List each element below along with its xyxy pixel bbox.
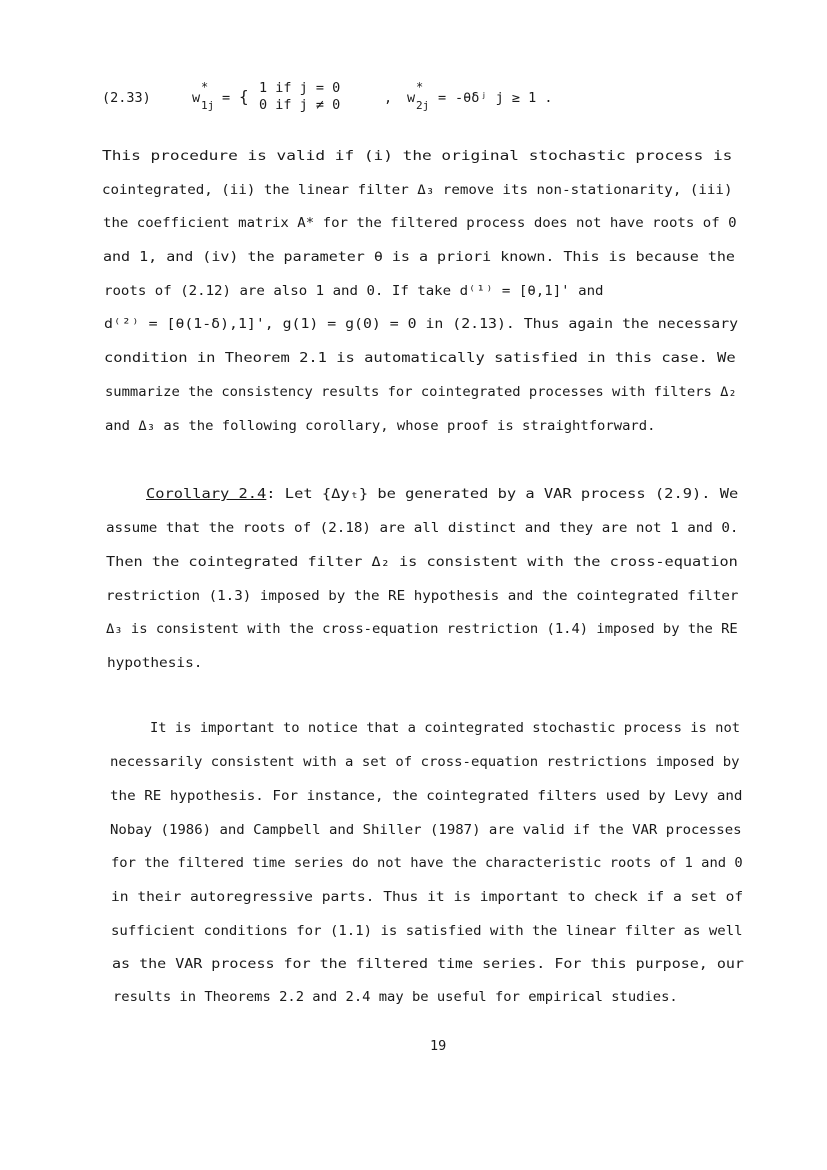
text-line: It is important to notice that a cointegrated stochastic process is not <box>150 720 741 736</box>
text-line: the coefficient matrix A* for the filtered process does not have roots of 0 <box>103 215 737 231</box>
w1-symbol: w <box>192 90 201 106</box>
text-line: roots of (2.12) are also 1 and 0. If take d⁽¹⁾ = [θ,1]' and <box>104 283 604 299</box>
text-line: Nobay (1986) and Campbell and Shiller (1987) are valid if the VAR processes <box>110 822 742 838</box>
case-1: 1 if j = 0 <box>259 80 341 96</box>
equation-comma: , <box>384 90 393 106</box>
w1-star: * <box>201 80 209 94</box>
corollary-heading: Corollary 2.4 <box>146 486 267 502</box>
case-2: 0 if j ≠ 0 <box>259 97 341 113</box>
w2-symbol: w <box>407 90 416 106</box>
text-line: This procedure is valid if (i) the original stochastic process is <box>102 148 733 164</box>
text-line: and 1, and (iv) the parameter θ is a priori known. This is because the <box>103 249 735 265</box>
text-line: Δ₃ is consistent with the cross-equation restriction (1.4) imposed by the RE <box>106 621 738 637</box>
text-line: Then the cointegrated filter Δ₂ is consistent with the cross-equation <box>106 554 738 570</box>
text-line: condition in Theorem 2.1 is automatically satisfied in this case. We <box>104 350 736 366</box>
text-line: cointegrated, (ii) the linear filter Δ₃ remove its non-stationarity, (iii) <box>102 182 733 198</box>
w1-equals: = <box>222 90 231 106</box>
text-line: in their autoregressive parts. Thus it is important to check if a set of <box>111 889 744 905</box>
page-number: 19 <box>430 1038 447 1054</box>
text-line: summarize the consistency results for cointegrated processes with filters Δ₂ <box>105 384 737 400</box>
w2-star: * <box>416 80 424 94</box>
w2-equals: = <box>438 90 447 106</box>
text-line: restriction (1.3) imposed by the RE hypothesis and the cointegrated filter <box>106 588 739 604</box>
text-line: sufficient conditions for (1.1) is satisfied with the linear filter as well <box>111 923 743 939</box>
w2-rhs: -θδʲ j ≥ 1 . <box>455 90 553 106</box>
text-line: the RE hypothesis. For instance, the cointegrated filters used by Levy and <box>110 788 743 804</box>
equation-2-33 <box>102 80 702 120</box>
text-line: d⁽²⁾ = [θ(1-δ),1]', g(1) = g(0) = 0 in (2.13). Thus again the necessary <box>104 316 739 332</box>
text-line: as the VAR process for the filtered time series. For this purpose, our <box>112 956 744 972</box>
corollary-first-line <box>146 488 738 502</box>
w1-subscript: 1j <box>201 99 215 112</box>
text-line: and Δ₃ as the following corollary, whose proof is straightforward. <box>105 418 656 434</box>
text-line: assume that the roots of (2.18) are all distinct and they are not 1 and 0. <box>106 520 739 536</box>
equation-number: (2.33) <box>102 90 151 106</box>
cases-brace: { <box>239 87 249 106</box>
text-line: results in Theorems 2.2 and 2.4 may be useful for empirical studies. <box>113 989 678 1005</box>
corollary-first-text: : Let {Δyₜ} be generated by a VAR process (2.9). We <box>266 486 739 502</box>
w2-subscript: 2j <box>416 99 430 112</box>
text-line: for the filtered time series do not have the characteristic roots of 1 and 0 <box>111 855 743 871</box>
text-line: necessarily consistent with a set of cross-equation restrictions imposed by <box>110 754 740 770</box>
text-line: hypothesis. <box>107 655 203 671</box>
